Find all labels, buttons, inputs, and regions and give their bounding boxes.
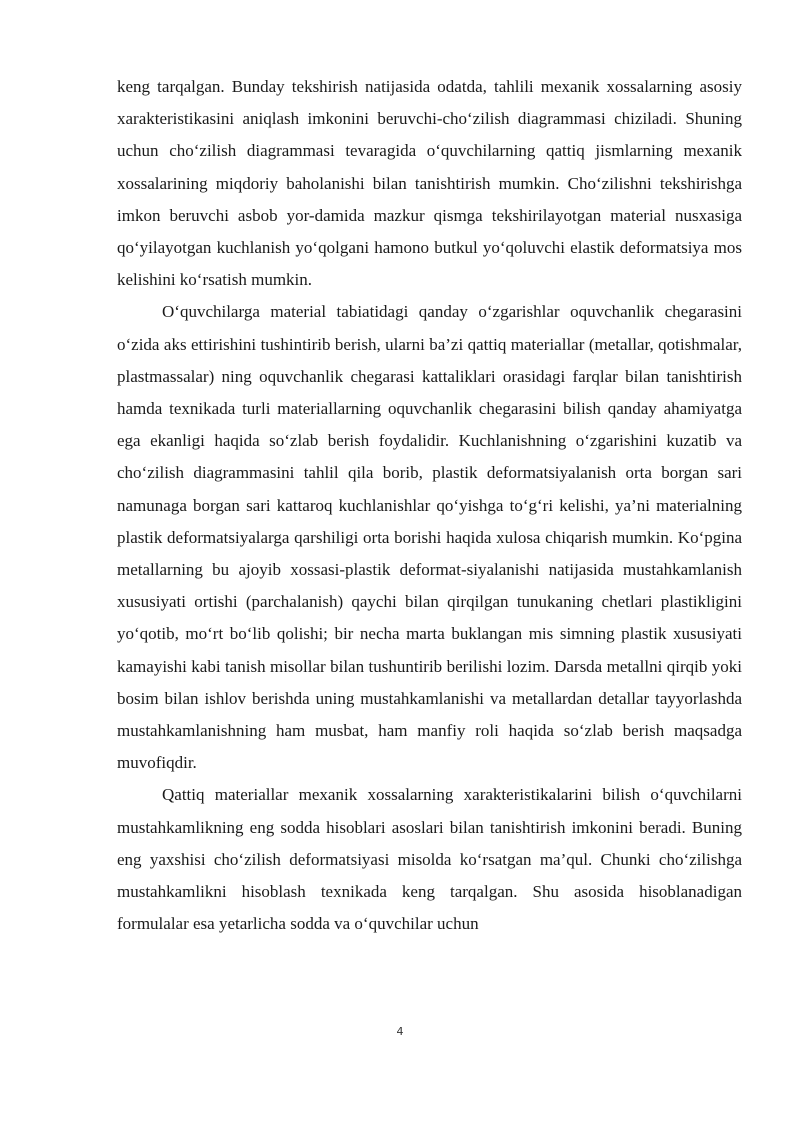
paragraph: O‘quvchilarga material tabiatidagi qanday o‘zgarishlar oquvchanlik chegarasini o‘zida aks ettirishini tushintirib berish, ularni ba’zi qattiq materiallar (metallar, qotishmalar, plastmassalar) ning oquvchanlik chegarasi kattaliklari orasidagi farqlar bilan tanishtirish hamda texnikada turli materiallarning oquvchanlik chegarasini bilish qanday ahamiyatga ega ekanligi haqida so‘zlab berish foydalidir. Kuchlanishning o‘zgarishini kuzatib va cho‘zilish diagrammasini tahlil qila borib, plastik deformatsiyalanish orta borgan sari namunaga borgan sari kattaroq kuchlanishlar qo‘yishga to‘g‘ri kelishi, ya’ni materialning plastik deformatsiyalarga qarshiligi orta borishi haqida xulosa chiqarish mumkin. Ko‘pgina metallarning bu ajoyib xossasi-plastik deformat-siyalanishi natijasida mustahkamlanish xususiyati ortishi (parchalanish) qaychi bilan qirqilgan tunukaning chetlari plastikligini yo‘qotib, mo‘rt bo‘lib qolishi; bir necha marta buklangan mis simning plastik xususiyati kamayishi kabi tanish misollar bilan tushuntirib berilishi lozim. Darsda metallni qirqib yoki bosim bilan ishlov berishda uning mustahkamlanishi va metallardan detallar tayyorlashda mustahkamlanishning ham musbat, ham manfiy roli haqida so‘zlab berish maqsadga muvofiqdir. [117,302,742,773]
paragraph-continuation: keng tarqalgan. Bunday tekshirish natijasida odatda, tahlili mexanik xossalarning asosiy xarakteristikasini aniqlash imkonini beruvchi-cho‘zilish diagrammasi chiziladi. Shuning uchun cho‘zilish diagrammasi tevaragida o‘quvchilarning qattiq jismlarning mexanik xossalarining miqdoriy baholanishi bilan tanishtirish mumkin. Cho‘zilishni tekshirishga imkon beruvchi asbob yor-damida mazkur qismga tekshirilayotgan material nusxasiga qo‘yilayotgan kuchlanish yo‘qolgani hamono butkul yo‘qoluvchi elastik deformatsiya mos kelishini ko‘rsatish mumkin. [117,77,742,290]
body-text [117,71,742,940]
page-number: 4 [396,1025,404,1038]
paragraph: Qattiq materiallar mexanik xossalarning xarakteristikalarini bilish o‘quvchilarni mustahkamlikning eng sodda hisoblari asoslari bilan tanishtirish imkonini beradi. Buning eng yaxshisi cho‘zilish deformatsiyasi misolda ko‘rsatgan ma’qul. Chunki cho‘zilishga mustahkamlikni hisoblash texnikada keng tarqalgan. Shu asosida hisoblanadigan formulalar esa yetarlicha sodda va o‘quvchilar uchun [117,785,742,934]
